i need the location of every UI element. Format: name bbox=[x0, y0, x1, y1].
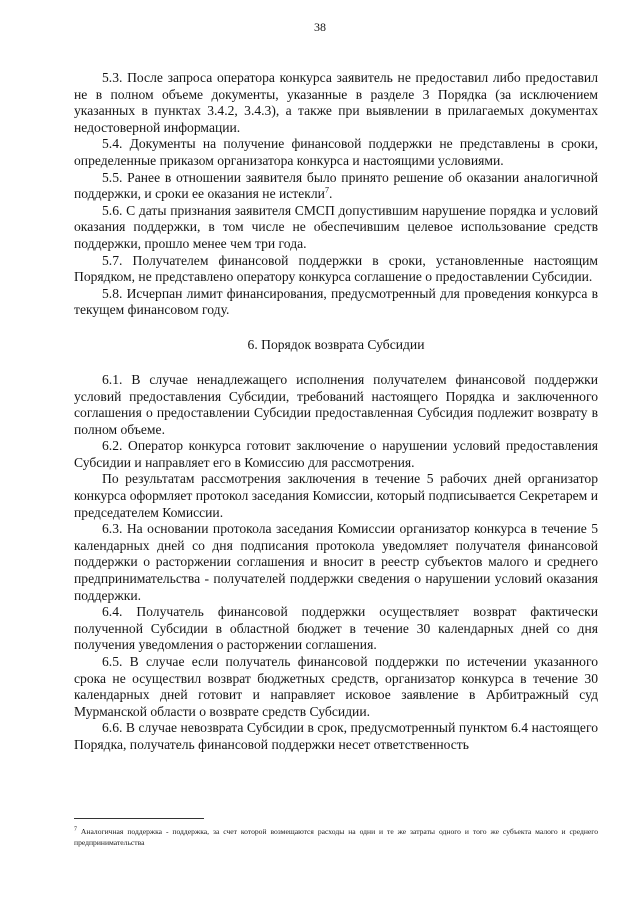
paragraph-6-2: 6.2. Оператор конкурса готовит заключение о нарушении условий предоставления Субсидии и направляет его в Комиссию для рассмотрения. bbox=[74, 438, 598, 470]
paragraph-5-4: 5.4. Документы на получение финансовой поддержки не представлены в сроки, определенные приказом организатора конкурса и настоящими условиями. bbox=[74, 136, 598, 168]
footnote-text: Аналогичная поддержка - поддержка, за счет которой возмещаются расходы на одни и те же затраты одного и того же субъекта малого и среднего предпринимательства bbox=[74, 827, 598, 847]
paragraph-5-5 bbox=[74, 170, 598, 203]
paragraph-5-8: 5.8. Исчерпан лимит финансирования, предусмотренный для проведения конкурса в текущем финансовом году. bbox=[74, 285, 598, 318]
paragraph-6-2-continued: По результатам рассмотрения заключения в течение 5 рабочих дней организатор конкурса оформляет протокол заседания Комиссии, который подписывается Секретарем и председателем Комиссии. bbox=[74, 471, 598, 520]
paragraph-5-3: 5.3. После запроса оператора конкурса заявитель не предоставил либо предоставил не в полном объеме документы, указанные в разделе 3 Порядка (за исключением указанных в пунктах 3.4.2, 3.4.3), а также при выявлении в прилагаемых документах недостоверной информации. bbox=[74, 70, 598, 135]
paragraph-6-5: 6.5. В случае если получатель финансовой поддержки по истечении указанного срока не осуществил возврат бюджетных средств, организатор конкурса в течение 30 календарных дней готовит и направляет исковое заявление в Арбитражный суд Мурманской области о возврате средств Субсидии. bbox=[74, 654, 598, 719]
footnote-reference: 7 bbox=[324, 185, 329, 195]
paragraph-6-4: 6.4. Получатель финансовой поддержки осуществляет возврат фактически полученной Субсидии в областной бюджет в течение 30 календарных дней со дня получения уведомления о расторжении соглашения. bbox=[74, 604, 598, 653]
section-heading: 6. Порядок возврата Субсидии bbox=[247, 336, 425, 352]
paragraph-5-5-text: 5.5. Ранее в отношении заявителя было принято решение об оказании аналогичной поддержки, и сроки ее оказания не истекли bbox=[74, 169, 598, 202]
paragraph-5-6: 5.6. С даты признания заявителя СМСП допустившим нарушение порядка и условий оказания поддержки, в том числе не обеспечившим целевое использование средств поддержки, прошло менее чем три года. bbox=[74, 202, 598, 251]
footnote-divider bbox=[74, 818, 204, 819]
paragraph-6-6: 6.6. В случае невозврата Субсидии в срок, предусмотренный пунктом 6.4 настоящего Порядка, получатель финансовой поддержки несет ответственность bbox=[74, 720, 598, 752]
page-number: 38 bbox=[314, 20, 326, 34]
footnote bbox=[74, 826, 598, 848]
paragraph-6-1: 6.1. В случае ненадлежащего исполнения получателем финансовой поддержки условий предоставления Субсидии, требований настоящего Порядка и заключенного соглашения о предоставлении Субсидии предоставленная Субсидия подлежит возврату в полном объеме. bbox=[74, 371, 598, 437]
footnote-marker: 7 bbox=[74, 826, 77, 833]
document-body bbox=[74, 70, 598, 754]
paragraph-5-5-end: . bbox=[328, 186, 333, 202]
paragraph-6-3: 6.3. На основании протокола заседания Комиссии организатор конкурса в течение 5 календарных дней со дня подписания протокола уведомляет получателя финансовой поддержки о расторжении соглашения и вносит в реестр субъектов малого и среднего предпринимательства - получателей поддержки сведения о нарушении условий оказания поддержки. bbox=[74, 521, 598, 603]
paragraph-5-7: 5.7. Получателем финансовой поддержки в сроки, установленные настоящим Порядком, не представлено оператору конкурса соглашение о предоставлении Субсидии. bbox=[74, 252, 598, 285]
